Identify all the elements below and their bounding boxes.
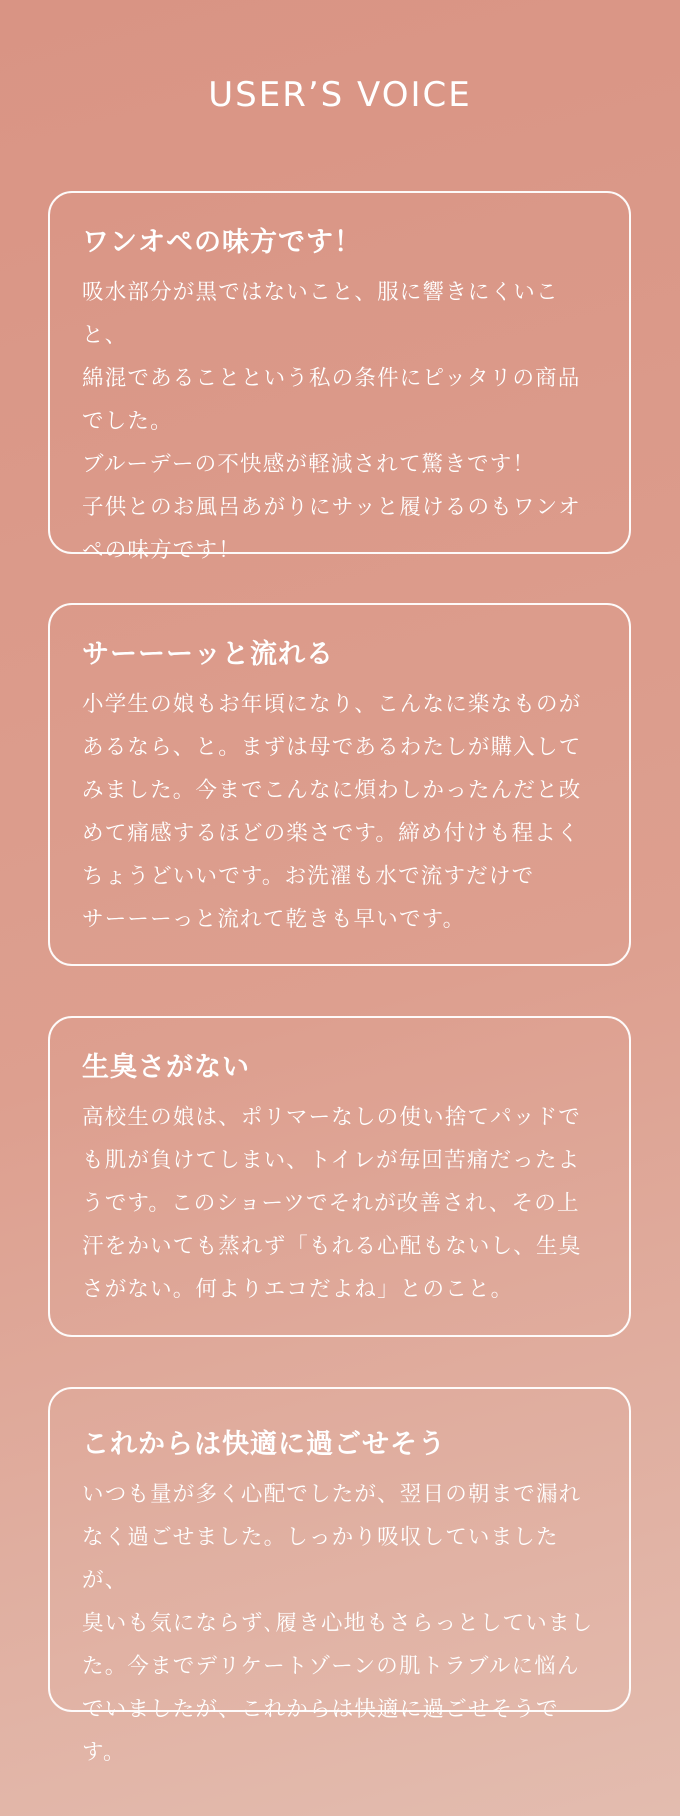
review-card (48, 603, 631, 966)
review-title: 生臭さがない (82, 1052, 250, 1083)
review-body: 吸水部分が黒ではないこと、服に響きにくいこと、 綿混であることという私の条件にピッタリの商品 でした。 ブルーデーの不快感が軽減されて驚きです！ 子供とのお風呂あがりにサッと履けるのもワンオ ペの味方です！ (82, 280, 581, 563)
review-title: サーーーッと流れる (82, 639, 334, 670)
review-title: これからは快適に過ごせそう (82, 1429, 446, 1460)
review-body: 高校生の娘は、ポリマーなしの使い捨てパッドで も肌が負けてしまい、トイレが毎回苦痛だったよ うです。このショーツでそれが改善され、その上 汗をかいても蒸れず「もれる心配もないし、生臭 さがない。何よりエコだよね」とのこと。 (82, 1105, 582, 1302)
review-card (48, 1016, 631, 1337)
review-card (48, 1387, 631, 1765)
review-body: いつも量が多く心配でしたが、翌日の朝まで漏れ なく過ごせました。しっかり吸収していましたが、 臭いも気にならず､履き心地もさらっとしていまし た。今までデリケートゾーンの肌トラブルに悩ん でいましたが、これからは快適に過ごせそうです。 (82, 1482, 594, 1765)
review-card (48, 191, 631, 563)
review-title: ワンオペの味方です！ (82, 227, 362, 258)
review-body: 小学生の娘もお年頃になり、こんなに楽なものが あるなら、と。まずは母であるわたしが購入して みました。今までこんなに煩わしかったんだと改 めて痛感するほどの楽さです。締め付けも程よく ちょうどいいです。お洗濯も水で流すだけで サーーーっと流れて乾きも早いです。 (82, 692, 582, 932)
section-title: USER’S VOICE (208, 75, 472, 115)
